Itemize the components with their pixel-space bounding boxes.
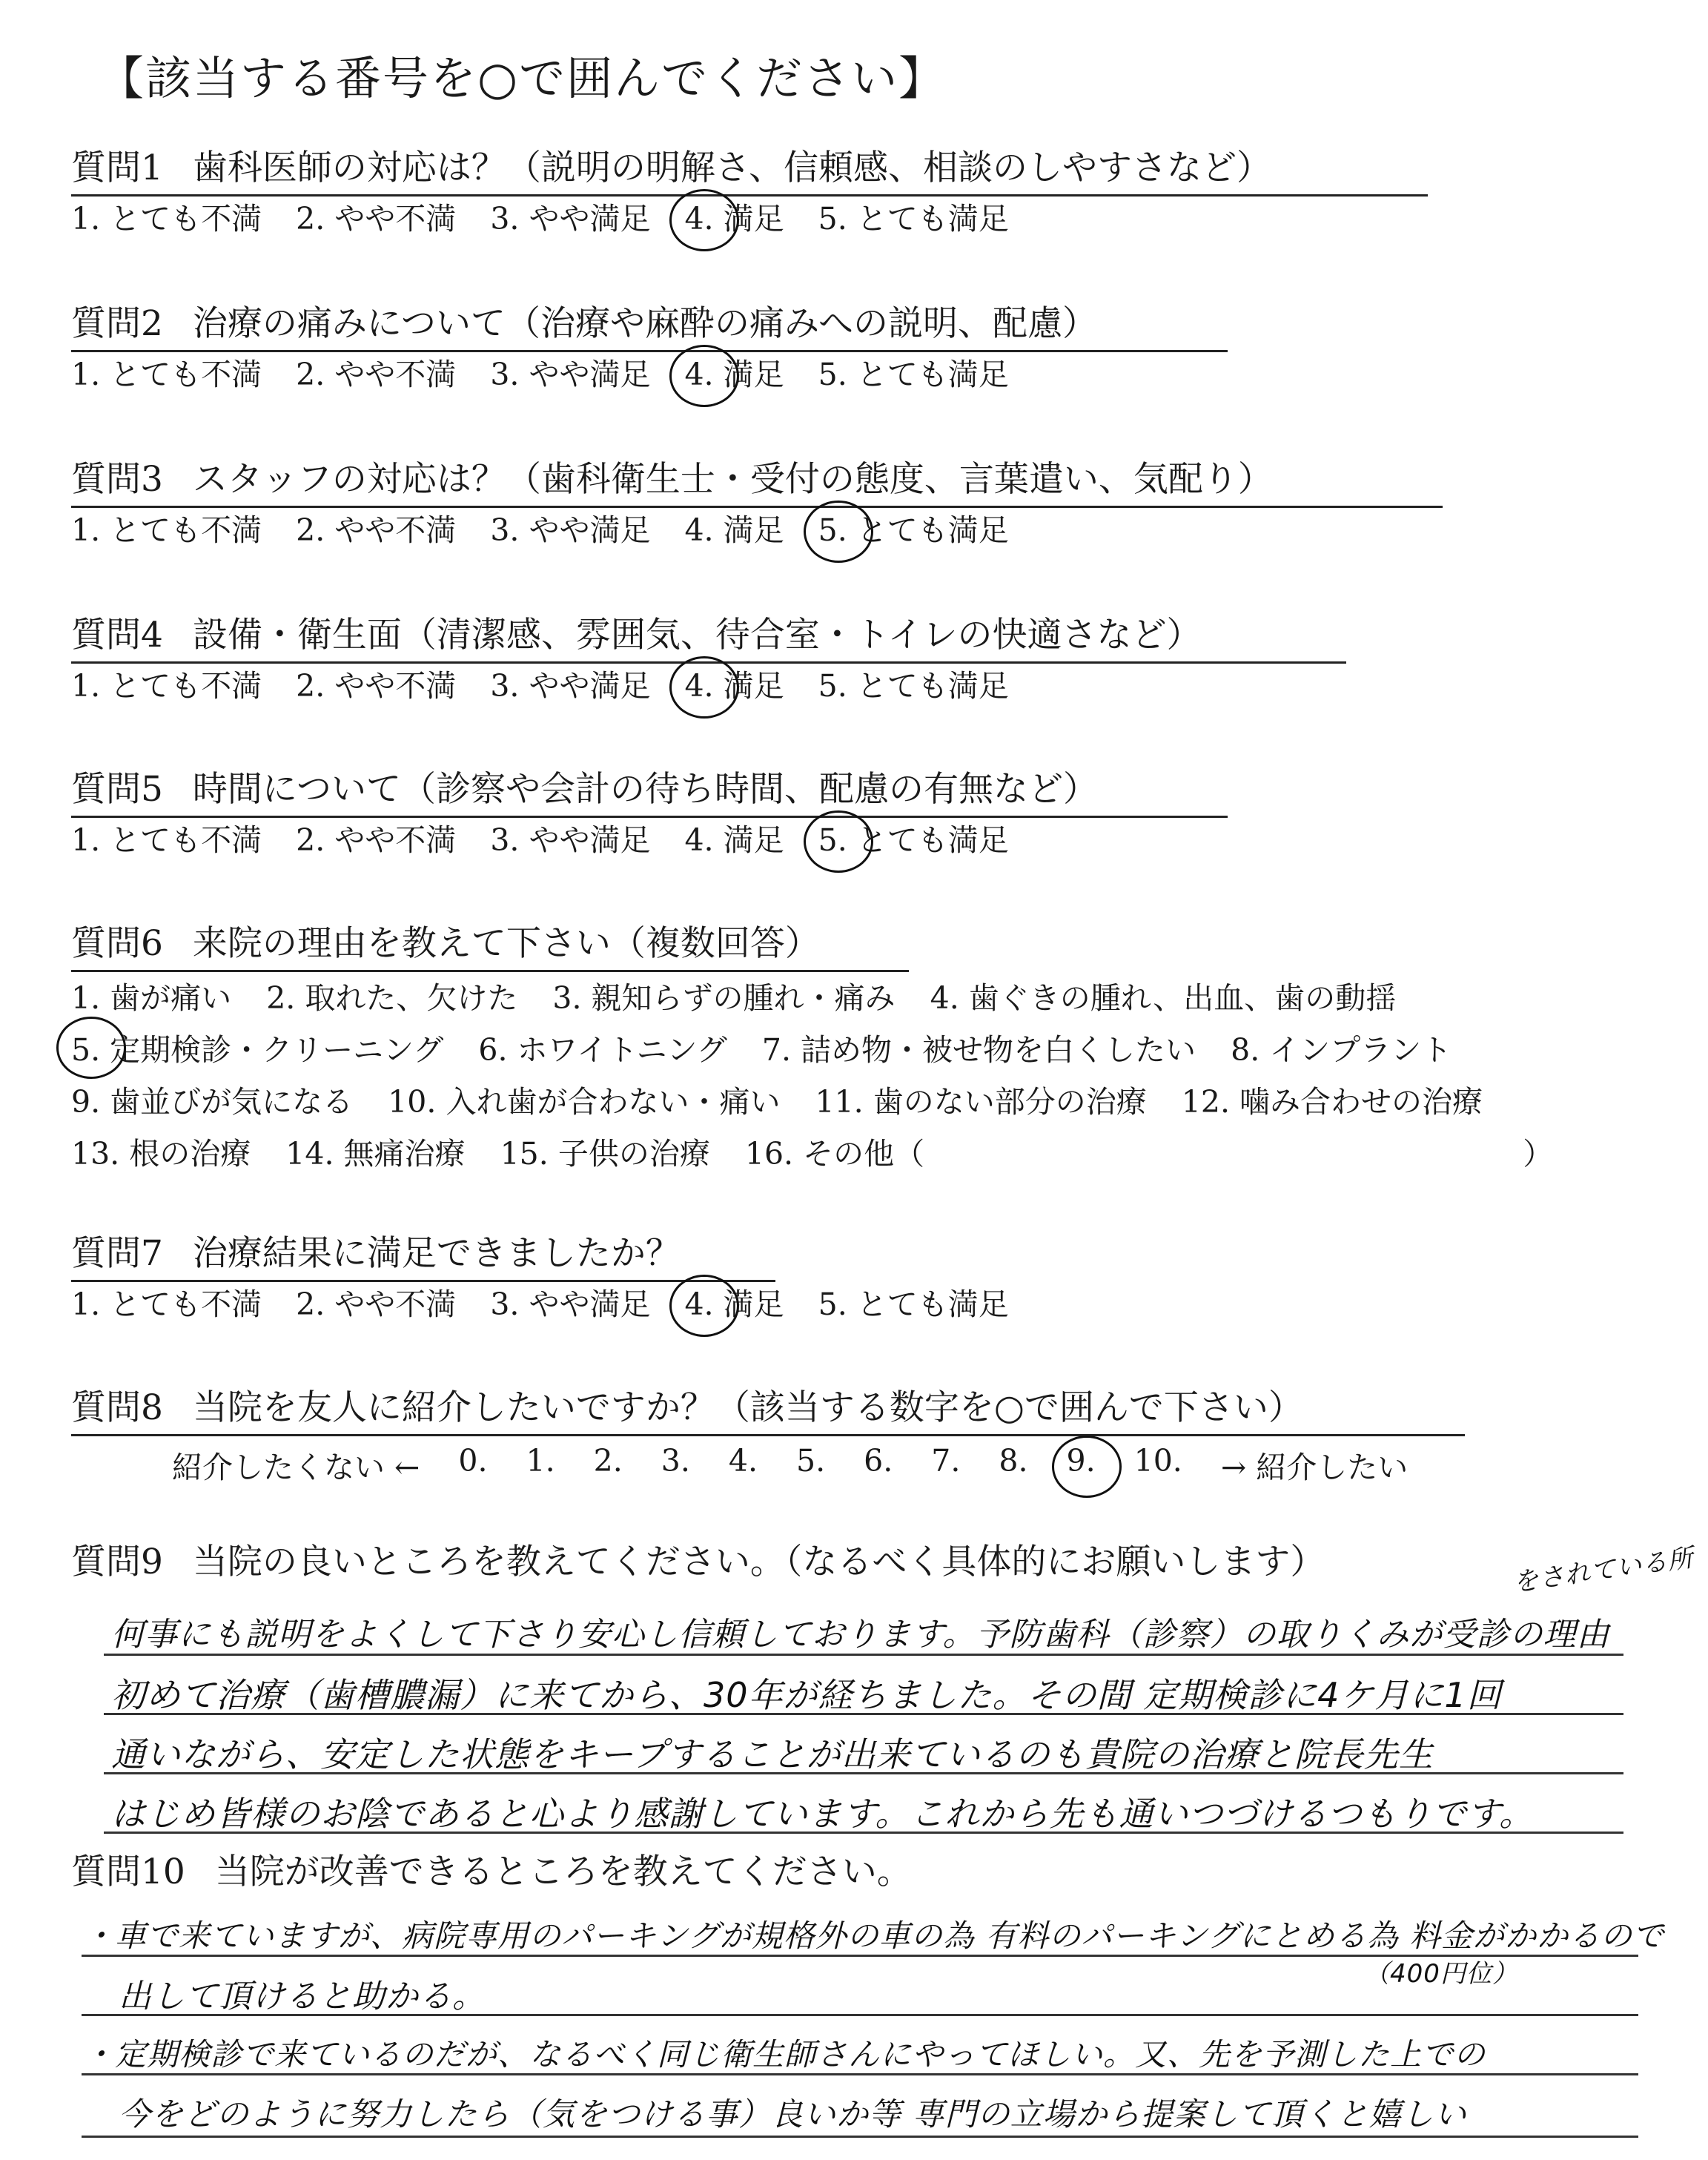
question-9-heading: [71, 1539, 1325, 1588]
question-7-number: 質問7: [71, 1233, 163, 1274]
question-3-heading: [71, 457, 1443, 508]
question-2-number: 質問2: [71, 303, 163, 344]
question-7: [71, 1231, 1658, 1327]
question-7-text: 治療結果に満足できましたか？: [192, 1233, 681, 1274]
scale-4[interactable]: 4.: [728, 1443, 758, 1479]
reason-6[interactable]: 6. ホワイトニング: [478, 1032, 727, 1068]
question-9-number: 質問9: [71, 1542, 163, 1582]
question-1-text: 歯科医師の対応は？（説明の明解さ、信頼感、相談のしやすさなど）: [192, 148, 1272, 188]
option-1[interactable]: 1. とても不満: [71, 201, 262, 237]
option-4-selected[interactable]: 4. 満足: [684, 352, 784, 397]
option-2[interactable]: 2. やや不満: [296, 822, 457, 858]
option-4[interactable]: 4. 満足: [684, 512, 784, 548]
reason-4[interactable]: 4. 歯ぐきの腫れ、出血、歯の動揺: [930, 980, 1397, 1016]
option-3[interactable]: 3. やや満足: [490, 1287, 651, 1322]
reason-2[interactable]: 2. 取れた、欠けた: [266, 980, 518, 1016]
q10-answer-line-2: 出して頂けると助かる。: [119, 1978, 486, 2015]
question-6-heading: [71, 921, 909, 972]
q9-margin-note: をされている所: [1511, 1543, 1696, 1598]
question-4: [71, 612, 1658, 708]
reason-1[interactable]: 1. 歯が痛い: [71, 980, 232, 1016]
question-5-heading: [71, 767, 1228, 818]
question-7-options: [71, 1282, 1658, 1327]
page-title: 【該当する番号を○で囲んでください】: [98, 51, 947, 105]
option-5[interactable]: 5. とても満足: [818, 201, 1009, 237]
question-1-options: [71, 196, 1658, 241]
option-2[interactable]: 2. やや不満: [296, 512, 457, 548]
answer-line: [82, 2136, 1638, 2138]
question-6-number: 質問6: [71, 923, 163, 964]
reason-5-selected[interactable]: 5. 定期検診・クリーニング: [71, 1024, 443, 1076]
reason-14[interactable]: 14. 無痛治療: [285, 1136, 466, 1172]
q10-fee-note: （400円位）: [1364, 1959, 1518, 1989]
scale-6[interactable]: 6.: [864, 1443, 893, 1479]
options-row-1: [71, 972, 1658, 1024]
question-6: [71, 921, 1658, 1180]
question-9-text: 当院の良いところを教えてください。（なるべく具体的にお願いします）: [192, 1542, 1325, 1582]
reason-15[interactable]: 15. 子供の治療: [500, 1136, 710, 1172]
question-2-options: [71, 352, 1658, 397]
question-7-heading: [71, 1231, 775, 1282]
question-4-options: [71, 664, 1658, 708]
question-10-number: 質問10: [71, 1852, 185, 1892]
question-8-heading: [71, 1385, 1465, 1436]
q9-answer-line-2: 初めて治療（歯槽膿漏）に来てから、30年が経ちました。その間 定期検診に4ケ月に1回: [111, 1675, 1502, 1715]
question-4-text: 設備・衛生面（清潔感、雰囲気、待合室・トイレの快適さなど）: [192, 615, 1202, 655]
question-8-number: 質問8: [71, 1387, 163, 1428]
question-6-text: 来院の理由を教えて下さい（複数回答）: [192, 923, 820, 964]
option-1[interactable]: 1. とても不満: [71, 668, 262, 704]
options-row-2: [71, 1024, 1658, 1076]
recommend-scale: [172, 1443, 1446, 1487]
question-5-options: [71, 818, 1658, 862]
scale-right-label: → 紹介したい: [1220, 1450, 1409, 1485]
scale-9-selected[interactable]: 9.: [1067, 1443, 1096, 1487]
q10-answer-line-1: ・車で来ていますが、病院専用のパーキングが規格外の車の為 有料のパーキングにとめる為 料金がかかるので: [83, 1918, 1665, 1954]
scale-left-label: 紹介したくない ←: [172, 1450, 420, 1485]
question-10-text: 当院が改善できるところを教えてください。: [214, 1852, 912, 1892]
scale-5[interactable]: 5.: [796, 1443, 826, 1479]
q10-answer-line-4: 今をどのように努力したら（気をつける事）良いか等 専門の立場から提案して頂くと嬉しい: [119, 2096, 1467, 2133]
reason-9[interactable]: 9. 歯並びが気になる: [71, 1084, 354, 1120]
option-5-selected[interactable]: 5. とても満足: [818, 818, 1009, 862]
reason-16[interactable]: 16. その他（: [744, 1136, 925, 1172]
q9-answer-line-3: 通いながら、安定した状態をキープすることが出来ているのも貴院の治療と院長先生: [111, 1734, 1434, 1774]
option-3[interactable]: 3. やや満足: [490, 357, 651, 392]
question-1-number: 質問1: [71, 148, 163, 188]
reason-3[interactable]: 3. 親知らずの腫れ・痛み: [552, 980, 896, 1016]
option-2[interactable]: 2. やや不満: [296, 201, 457, 237]
question-10-heading: [71, 1849, 912, 1898]
reason-12[interactable]: 12. 噛み合わせの治療: [1181, 1084, 1483, 1120]
scale-1[interactable]: 1.: [526, 1443, 555, 1479]
option-5[interactable]: 5. とても満足: [818, 357, 1009, 392]
question-8: [71, 1385, 1658, 1436]
option-1[interactable]: 1. とても不満: [71, 512, 262, 548]
question-3-text: スタッフの対応は？（歯科衛生士・受付の態度、言葉遣い、気配り）: [192, 459, 1273, 500]
question-10: [71, 1849, 1658, 1898]
option-5[interactable]: 5. とても満足: [818, 668, 1009, 704]
scale-0[interactable]: 0.: [458, 1443, 488, 1479]
option-3[interactable]: 3. やや満足: [490, 512, 651, 548]
question-6-options: [71, 972, 1658, 1180]
scale-7[interactable]: 7.: [931, 1443, 961, 1479]
option-4-selected[interactable]: 4. 満足: [684, 1282, 784, 1327]
options-row-4: [71, 1128, 1658, 1180]
options-row-3: [71, 1076, 1658, 1128]
reason-11[interactable]: 11. 歯のない部分の治療: [815, 1084, 1147, 1120]
question-8-text: 当院を友人に紹介したいですか？（該当する数字を○で囲んで下さい）: [192, 1387, 1303, 1428]
option-1[interactable]: 1. とても不満: [71, 357, 262, 392]
question-9: [71, 1539, 1658, 1588]
question-2: [71, 301, 1658, 397]
scale-2[interactable]: 2.: [593, 1443, 623, 1479]
option-3[interactable]: 3. やや満足: [490, 201, 651, 237]
question-2-heading: [71, 301, 1228, 352]
question-5-number: 質問5: [71, 769, 163, 810]
option-3[interactable]: 3. やや満足: [490, 668, 651, 704]
reason-13[interactable]: 13. 根の治療: [71, 1136, 251, 1172]
question-1-heading: [71, 145, 1428, 196]
option-4-selected[interactable]: 4. 満足: [684, 196, 784, 241]
option-4-selected[interactable]: 4. 満足: [684, 664, 784, 708]
reason-10[interactable]: 10. 入れ歯が合わない・痛い: [388, 1084, 781, 1120]
option-5[interactable]: 5. とても満足: [818, 1287, 1009, 1322]
option-3[interactable]: 3. やや満足: [490, 822, 651, 858]
reason-7[interactable]: 7. 詰め物・被せ物を白くしたい: [761, 1032, 1196, 1068]
option-2[interactable]: 2. やや不満: [296, 1287, 457, 1322]
question-2-text: 治療の痛みについて（治療や麻酔の痛みへの説明、配慮）: [192, 303, 1098, 344]
option-2[interactable]: 2. やや不満: [296, 668, 457, 704]
scale-10[interactable]: 10.: [1133, 1443, 1182, 1479]
question-3: [71, 457, 1658, 552]
question-5: [71, 767, 1658, 862]
question-3-number: 質問3: [71, 459, 163, 500]
scale-8[interactable]: 8.: [999, 1443, 1028, 1479]
question-1: [71, 145, 1658, 241]
q9-answer-line-4: はじめ皆様のお陰であると心より感謝しています。これから先も通いつづけるつもりです。: [111, 1794, 1535, 1834]
reason-16-close: ）: [1523, 1136, 1554, 1172]
question-4-number: 質問4: [71, 615, 163, 655]
reason-8[interactable]: 8. インプラント: [1231, 1032, 1452, 1068]
scale-3[interactable]: 3.: [661, 1443, 690, 1479]
question-3-options: [71, 508, 1658, 552]
option-5-selected[interactable]: 5. とても満足: [818, 508, 1009, 552]
option-1[interactable]: 1. とても不満: [71, 1287, 262, 1322]
q9-answer-line-1: 何事にも説明をよくして下さり安心し信頼しております。予防歯科（診察）の取りくみが受診の理由: [111, 1616, 1610, 1654]
question-5-text: 時間について（診察や会計の待ち時間、配慮の有無など）: [192, 769, 1098, 810]
option-2[interactable]: 2. やや不満: [296, 357, 457, 392]
option-4[interactable]: 4. 満足: [684, 822, 784, 858]
q10-answer-line-3: ・定期検診で来ているのだが、なるべく同じ衛生師さんにやってほしい。又、先を予測した上での: [83, 2036, 1486, 2073]
option-1[interactable]: 1. とても不満: [71, 822, 262, 858]
